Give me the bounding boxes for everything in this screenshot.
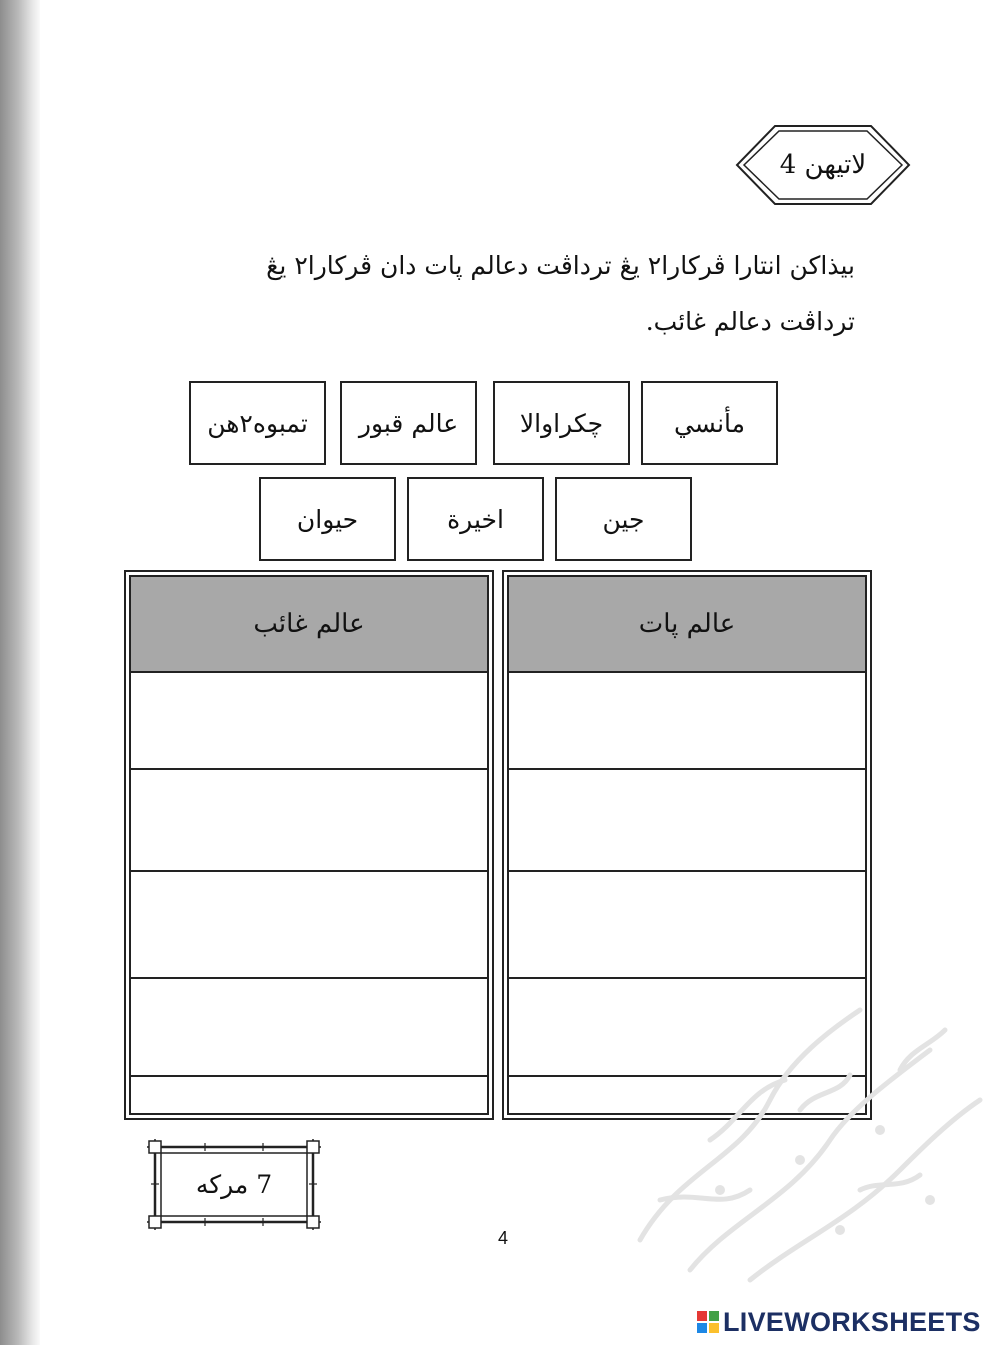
word-card-label: جين: [602, 504, 645, 534]
answer-line: [131, 977, 487, 979]
column-header-alam-nyata: عالم ڽات: [509, 577, 865, 673]
word-card-alam-kubur[interactable]: [340, 381, 477, 465]
column-header-alam-ghaib: عالم غائب: [131, 577, 487, 673]
answer-line: [131, 768, 487, 770]
page-edge-shadow: [0, 0, 40, 1345]
marks-label: 7 مركه: [195, 1170, 273, 1199]
answer-line: [131, 870, 487, 872]
liveworksheets-logo-icon: [697, 1311, 719, 1333]
brand-name: LIVEWORKSHEETS: [723, 1306, 981, 1337]
word-card-akhirat[interactable]: [407, 477, 544, 561]
instruction-text: [140, 238, 855, 350]
calligraphy-watermark-icon: [600, 990, 990, 1290]
exercise-title: لاتيهن 4: [779, 150, 867, 180]
answer-line: [509, 977, 865, 979]
word-card-label: مأنسي: [673, 408, 746, 438]
word-card-tumbuhan[interactable]: [189, 381, 326, 465]
word-card-label: حيوان: [296, 504, 359, 534]
answer-line: [509, 870, 865, 872]
word-card-haiwan[interactable]: [259, 477, 396, 561]
word-card-label: عالم قبور: [358, 408, 459, 438]
word-card-label: چكراوالا: [519, 408, 604, 438]
column-alam-ghaib: [124, 570, 494, 1120]
exercise-label: [733, 120, 913, 210]
liveworksheets-brand: [697, 1306, 981, 1338]
word-card-jin[interactable]: [555, 477, 692, 561]
answer-line: [131, 1075, 487, 1077]
instruction-line-2: ترداڤت دعالم غائب.: [645, 307, 855, 336]
page-number: 4: [497, 1228, 508, 1248]
word-card-cakerawala[interactable]: [493, 381, 630, 465]
word-card-label: تمبوه٢هن: [207, 408, 308, 438]
word-card-manusia[interactable]: [641, 381, 778, 465]
answer-line: [509, 768, 865, 770]
marks-box: [145, 1137, 323, 1232]
instruction-line-1: بيذاكن انتارا ڤركارا٢ يڠ ترداڤت دعالم ڽات دان ڤركارا٢ يڠ: [266, 251, 855, 280]
word-card-label: اخيرة: [447, 504, 504, 534]
